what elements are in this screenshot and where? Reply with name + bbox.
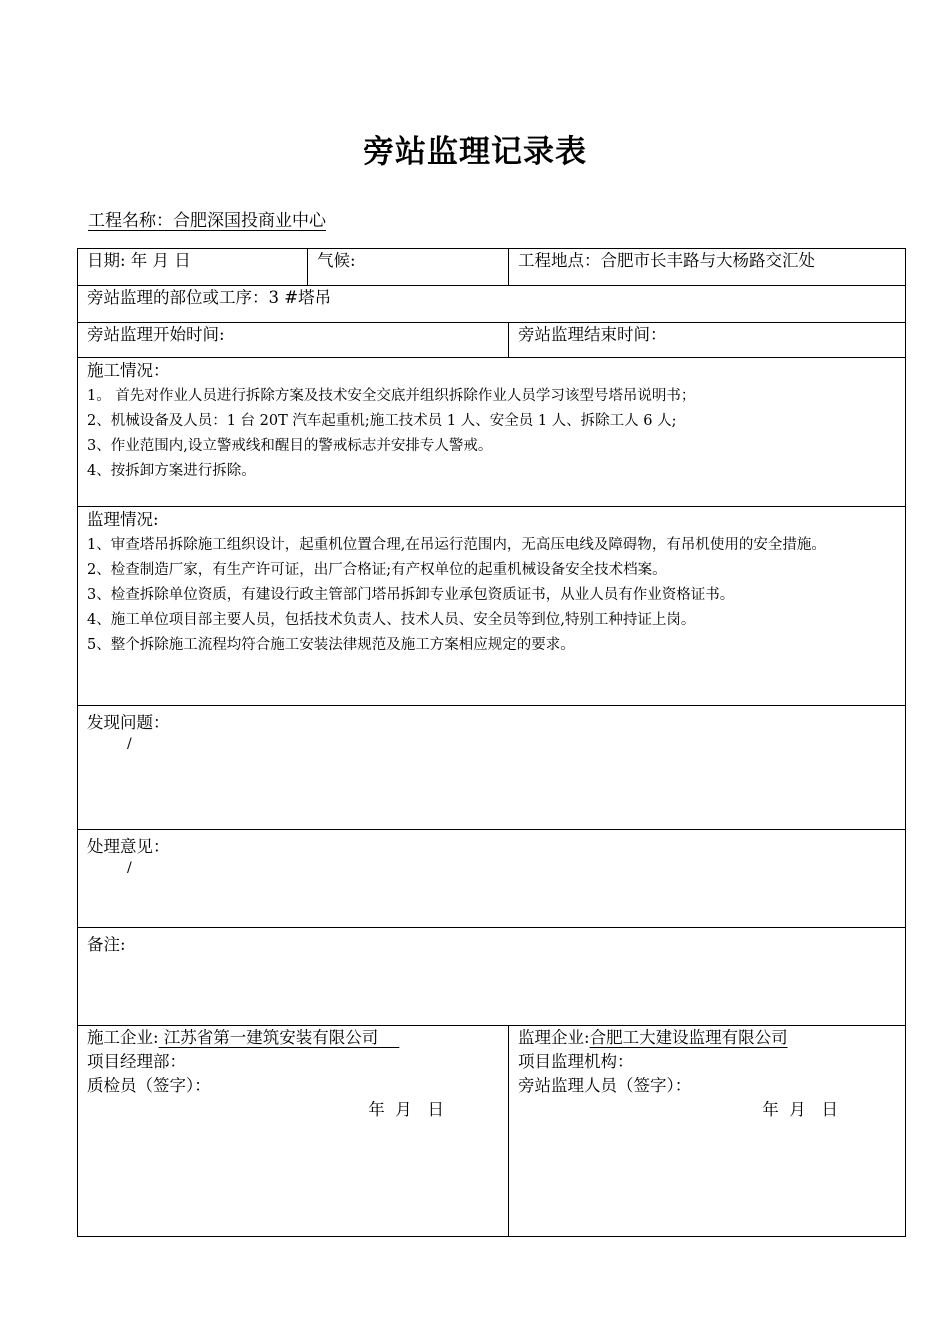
supervision-section: [78, 507, 906, 706]
construction-heading: 施工情况：: [87, 361, 170, 380]
start-time-cell: 旁站监理开始时间:: [78, 323, 509, 358]
problems-content: /: [127, 736, 132, 752]
contractor-company: 江苏省第一建筑安装有限公司: [158, 1028, 400, 1047]
part-cell: 旁站监理的部位或工序：3 #塔吊: [78, 286, 906, 323]
supervisor-company-line: [518, 1026, 896, 1050]
list-item: 4、施工单位项目部主要人员，包括技术负责人、技术人员、安全员等到位,特别工种持证上岗。: [87, 612, 696, 628]
contractor-company-line: [87, 1026, 499, 1050]
construction-section: [78, 358, 906, 507]
supervisor-person: 旁站监理人员（签字）：: [518, 1076, 692, 1095]
end-time-cell: 旁站监理结束时间：: [509, 323, 906, 358]
problems-heading: 发现问题：: [87, 713, 170, 732]
supervisor-agency: 项目监理机构：: [518, 1052, 634, 1071]
list-item: 2、检查制造厂家，有生产许可证，出厂合格证;有产权单位的起重机械设备安全技术档案。: [87, 562, 667, 578]
date-cell: 日期: 年 月 日: [78, 249, 308, 286]
supervisor-signature-cell: [509, 1026, 906, 1237]
opinion-content: /: [127, 860, 132, 876]
location-cell: 工程地点：合肥市长丰路与大杨路交汇处: [509, 249, 906, 286]
supervisor-date: 年 月 日: [762, 1100, 838, 1119]
project-name: 工程名称：合肥深国投商业中心: [88, 211, 326, 231]
opinion-section: [78, 830, 906, 928]
remarks-section: [78, 928, 906, 1026]
weather-cell: 气候:: [308, 249, 509, 286]
list-item: 4、按拆卸方案进行拆除。: [87, 463, 256, 479]
record-table: [77, 248, 906, 1237]
contractor-company-label: 施工企业:: [87, 1028, 159, 1047]
supervisor-company: 合肥工大建设监理有限公司: [589, 1028, 788, 1047]
document-title: 旁站监理记录表: [363, 134, 587, 170]
opinion-heading: 处理意见：: [87, 837, 170, 856]
construction-list: [87, 384, 896, 484]
contractor-manager: 项目经理部：: [87, 1052, 186, 1071]
contractor-date: 年 月 日: [368, 1100, 444, 1119]
contractor-signature-cell: [78, 1026, 509, 1237]
supervisor-company-label: 监理企业:: [518, 1028, 590, 1047]
list-item: 2、机械设备及人员：1 台 20T 汽车起重机;施工技术员 1 人、安全员 1 人、拆除工人 6 人;: [87, 413, 677, 429]
problems-section: [78, 706, 906, 830]
supervision-list: [87, 533, 896, 658]
list-item: 3、检查拆除单位资质，有建设行政主管部门塔吊拆卸专业承包资质证书，从业人员有作业资格证书。: [87, 587, 735, 603]
list-item: 5、整个拆除施工流程均符合施工安装法律规范及施工方案相应规定的要求。: [87, 637, 575, 653]
list-item: 1。 首先对作业人员进行拆除方案及技术安全交底并组织拆除作业人员学习该型号塔吊说明书；: [87, 388, 696, 404]
supervision-heading: 监理情况:: [87, 510, 159, 529]
list-item: 1、审查塔吊拆除施工组织设计，起重机位置合理,在吊运行范围内，无高压电线及障碍物，有吊机使用的安全措施。: [87, 537, 826, 553]
remarks-heading: 备注:: [87, 935, 126, 954]
contractor-inspector: 质检员（签字）：: [87, 1076, 211, 1095]
list-item: 3、作业范围内,设立警戒线和醒目的警戒标志并安排专人警戒。: [87, 438, 493, 454]
